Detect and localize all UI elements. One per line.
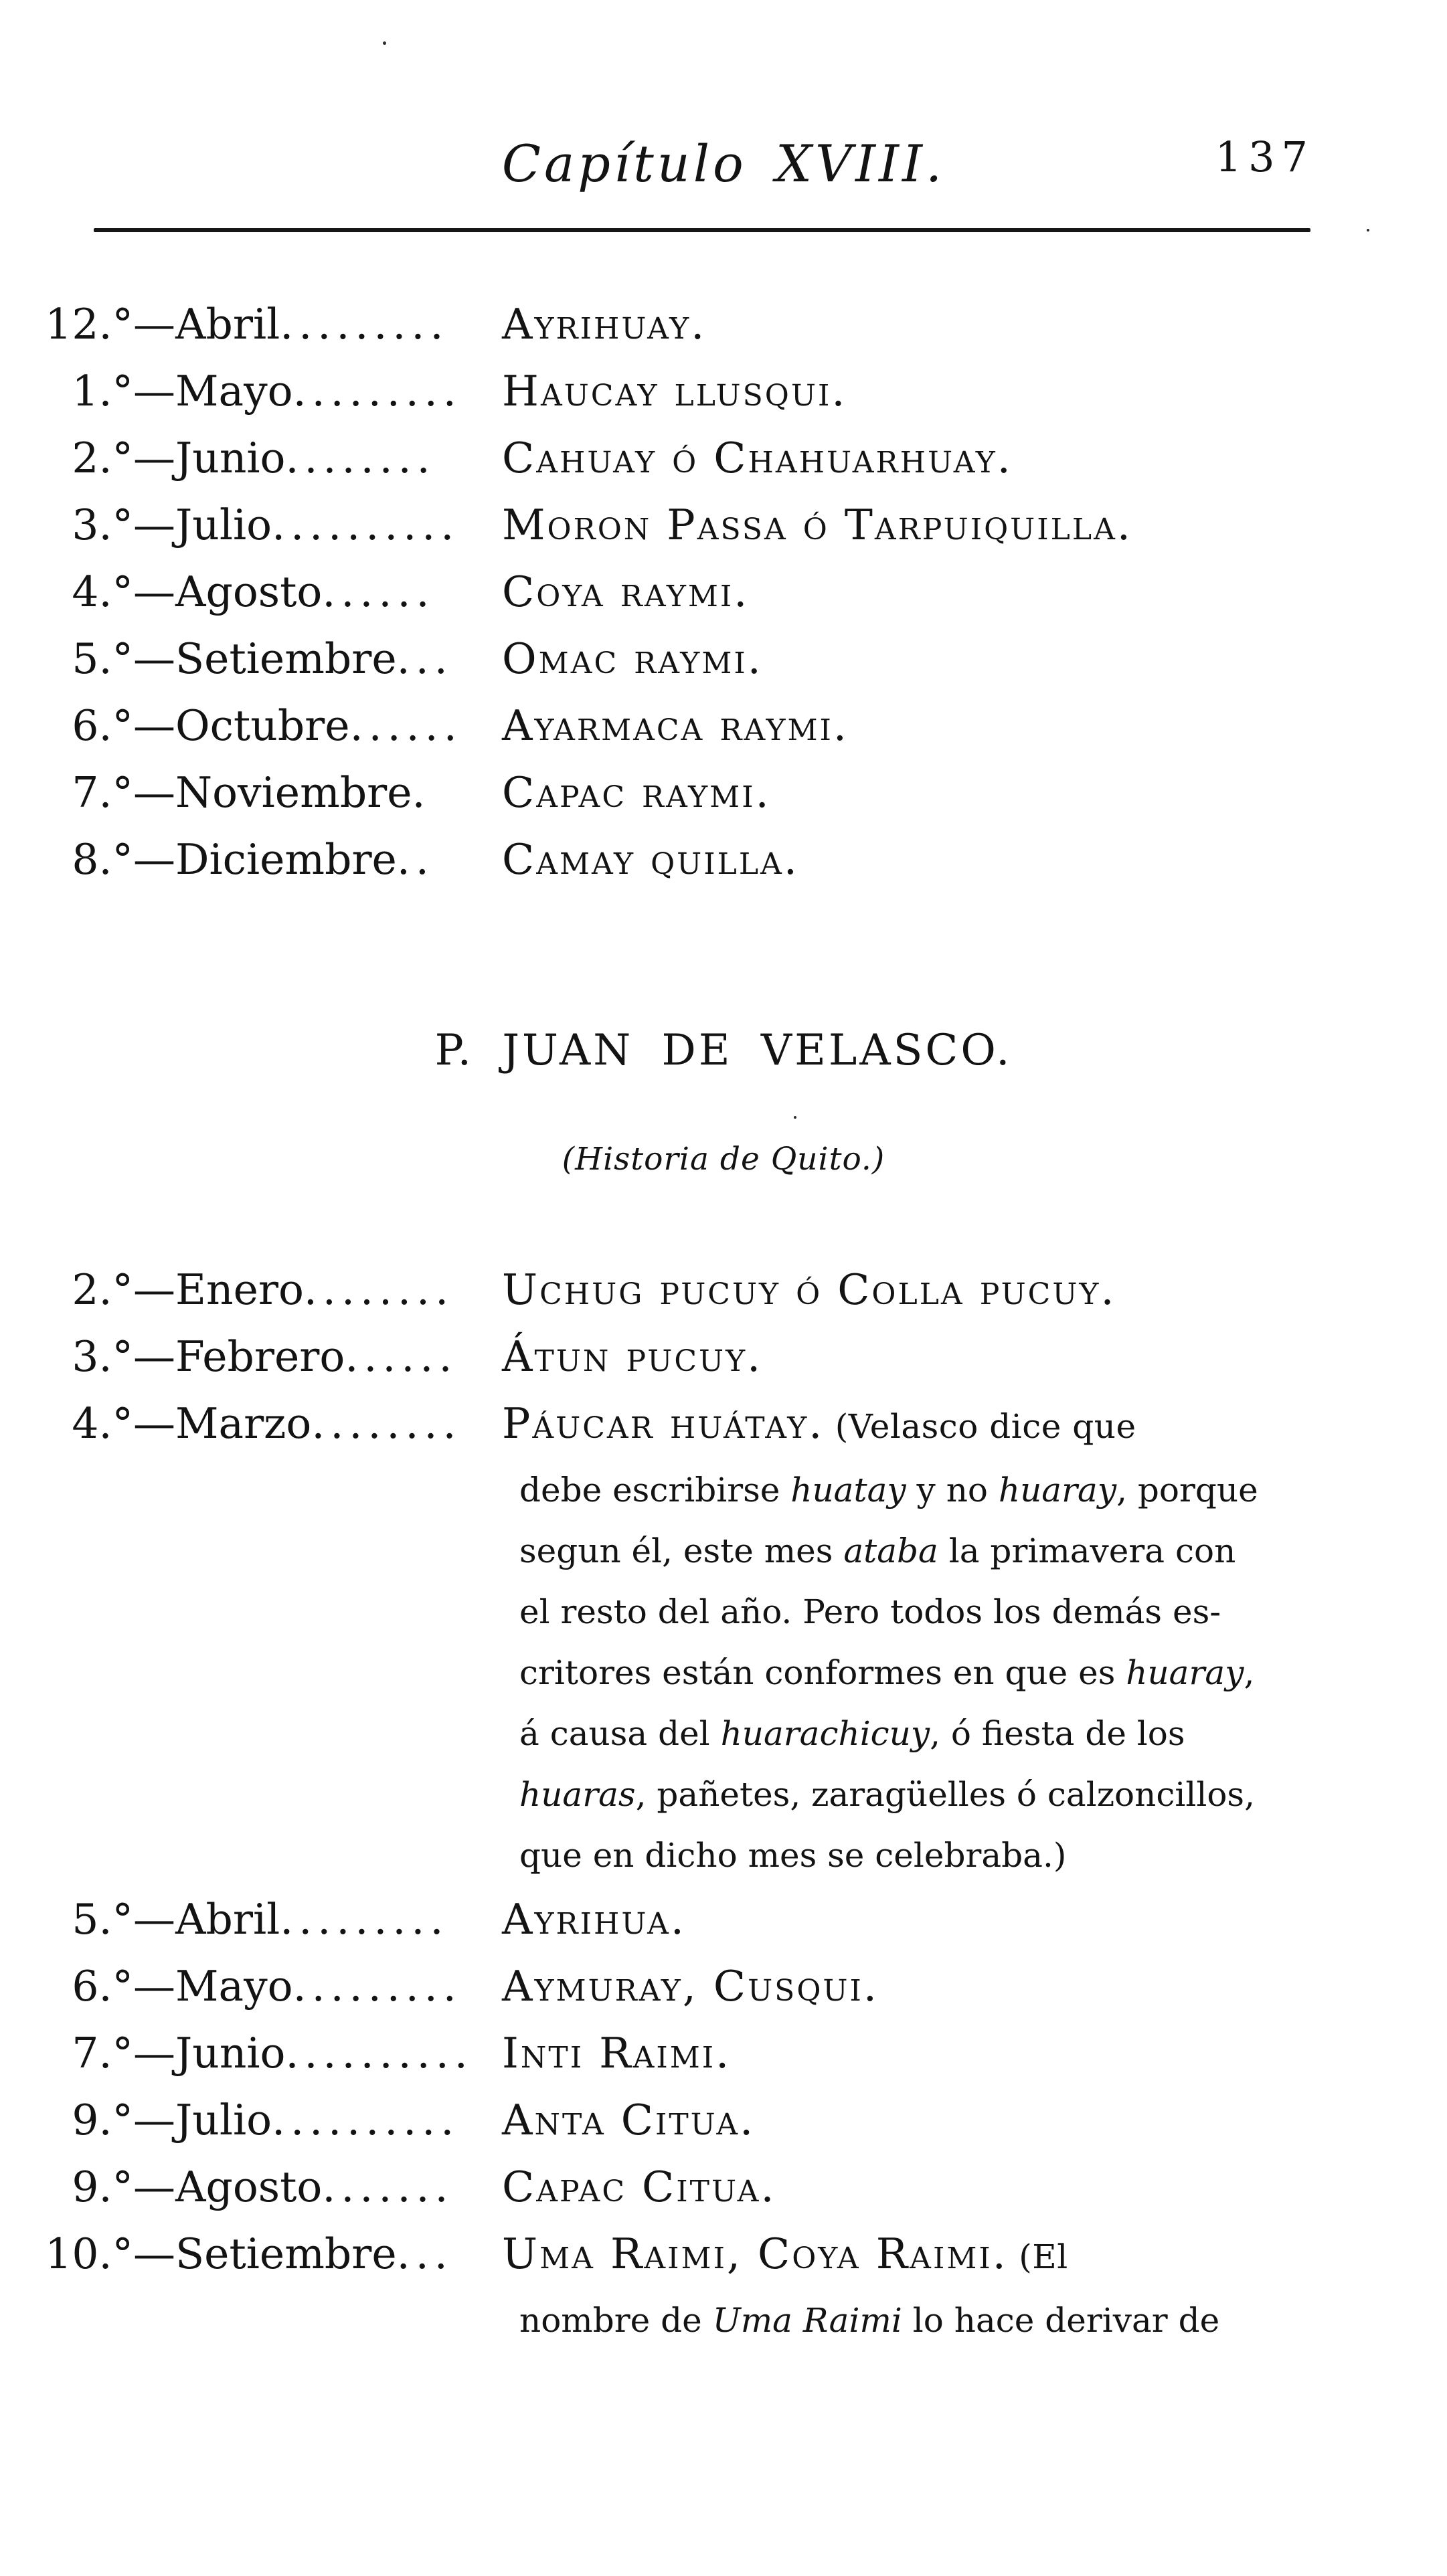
italic-term: huaray [998,1471,1117,1509]
note-text: debe escribirse [519,1471,791,1509]
value-cell [502,626,1447,693]
month-row [0,425,1447,492]
value-cell [502,358,1447,425]
dot-leader: ...... [349,701,462,750]
ordinal-cell [0,2154,175,2221]
ordinal-number: 5.° [72,1895,133,1944]
month-cell [175,2221,502,2288]
native-month-name: Anta Citua. [502,2096,756,2144]
italic-term: ataba [843,1532,938,1570]
value-cell [502,2221,1447,2351]
month-row [0,626,1447,693]
scan-speck [1367,229,1369,232]
dot-leader: ....... [322,2163,454,2211]
value-cell [502,1886,1447,1953]
dot-leader: ...... [345,1332,458,1381]
dot-leader: ......... [280,300,449,349]
dot-leader: ........ [303,1265,454,1314]
note-text: la primavera con [938,1532,1236,1570]
native-month-name: Uchug pucuy ó Colla pucuy. [502,1265,1116,1314]
month-cell [175,559,502,626]
note-text: lo hace derivar de [902,2301,1220,2340]
month-row [0,358,1447,425]
italic-term: huatay [790,1471,906,1509]
note-text: (Velasco dice que [824,1407,1136,1446]
note-block [519,2290,1286,2351]
dot-leader: ........ [311,1399,462,1448]
em-dash: — [133,2096,175,2144]
value-cell [502,1390,1447,1886]
month-row [0,1323,1447,1390]
note-text: , porque [1116,1471,1258,1509]
native-month-name: Átun pucuy. [502,1332,763,1381]
month-cell [175,626,502,693]
month-row [0,492,1447,559]
section-subheading: (Historia de Quito.) [562,1141,885,1178]
note-line [519,1582,1286,1643]
dot-leader: .......... [285,2029,473,2078]
native-month-name: Ayrihuay. [502,300,707,349]
dot-leader: ......... [280,1895,449,1944]
note-text: , pañetes, zaragüelles ó calzoncillos, [635,1775,1255,1814]
ordinal-number: 5.° [72,634,133,683]
ordinal-cell [0,1257,175,1323]
note-line [519,1460,1286,1521]
month-name: Julio [175,2096,272,2144]
ordinal-number: 9.° [72,2163,133,2211]
month-cell [175,1390,502,1457]
month-name: Octubre [175,701,350,750]
note-text: y no [906,1471,999,1509]
ordinal-cell [0,626,175,693]
month-cell [175,693,502,759]
ordinal-number: 8.° [72,835,133,884]
month-row [0,2221,1447,2351]
em-dash: — [133,2029,175,2078]
dot-leader: ...... [322,567,435,616]
month-cell [175,1886,502,1953]
dot-leader: .......... [272,2096,460,2144]
ordinal-cell [0,2221,175,2288]
ordinal-number: 6.° [72,701,133,750]
ordinal-cell [0,693,175,759]
ordinal-cell [0,492,175,559]
ordinal-cell [0,425,175,492]
em-dash: — [133,1265,175,1314]
em-dash: — [133,367,175,416]
note-text: , ó fiesta de los [930,1714,1185,1753]
ordinal-number: 3.° [72,500,133,549]
em-dash: — [133,500,175,549]
em-dash: — [133,1962,175,2011]
ordinal-number: 2.° [72,434,133,482]
month-name: Junio [175,434,286,482]
value-cell [502,1323,1447,1390]
value-cell [502,826,1447,893]
em-dash: — [133,1399,175,1448]
note-block [519,1460,1286,1886]
dot-leader: ... [396,2229,453,2278]
month-cell [175,1953,502,2020]
month-name: Abril [175,300,280,349]
dot-leader: .. [396,835,434,884]
em-dash: — [133,768,175,817]
scan-speck [794,1116,796,1119]
section-heading: P. JUAN DE VELASCO. [434,1026,1013,1075]
italic-term: huaras [519,1775,636,1814]
em-dash: — [133,2229,175,2278]
month-row [0,1390,1447,1886]
month-name: Setiembre [175,2229,397,2278]
ordinal-cell [0,1323,175,1390]
month-name: Diciembre [175,835,397,884]
month-row [0,759,1447,826]
dot-leader: .......... [272,500,460,549]
value-cell [502,291,1447,358]
note-text: critores están conformes en que es [519,1653,1126,1692]
page-number: 137 [1215,132,1314,181]
em-dash: — [133,567,175,616]
dot-leader: ... [396,634,453,683]
native-month-name: Ayrihua. [502,1895,686,1944]
note-text: nombre de [519,2301,713,2340]
month-row [0,559,1447,626]
note-text: segun él, este mes [519,1532,844,1570]
em-dash: — [133,701,175,750]
native-month-name: Omac raymi. [502,634,763,683]
note-line [519,1764,1286,1825]
em-dash: — [133,2163,175,2211]
ordinal-number: 4.° [72,567,133,616]
month-row [0,1886,1447,1953]
month-list-first [0,291,1447,893]
month-name: Agosto [175,2163,323,2211]
italic-term: huarachicuy [720,1714,930,1753]
ordinal-cell [0,1886,175,1953]
chapter-title: Capítulo XVIII. [501,134,946,193]
value-cell [502,2154,1447,2221]
ordinal-number: 2.° [72,1265,133,1314]
ordinal-number: 6.° [72,1962,133,2011]
dot-leader: ........ [285,434,436,482]
month-cell [175,759,502,826]
month-row [0,1953,1447,2020]
value-cell [502,1257,1447,1323]
note-text: que en dicho mes se celebraba.) [519,1836,1067,1875]
month-name: Marzo [175,1399,312,1448]
ordinal-cell [0,1390,175,1457]
month-name: Junio [175,2029,286,2078]
month-cell [175,291,502,358]
dot-leader: ......... [292,1962,462,2011]
dot-leader: . [412,768,431,817]
em-dash: — [133,434,175,482]
ordinal-cell [0,358,175,425]
ordinal-number: 1.° [72,367,133,416]
value-cell [502,2087,1447,2154]
value-cell [502,693,1447,759]
em-dash: — [133,1895,175,1944]
month-name: Mayo [175,367,293,416]
native-month-name: Capac Citua. [502,2163,776,2211]
note-line [519,1825,1286,1886]
native-month-name: Moron Passa ó Tarpuiquilla. [502,500,1132,549]
italic-term: Uma Raimi [712,2301,902,2340]
note-line [519,1643,1286,1704]
month-name: Setiembre [175,634,397,683]
note-line [519,1704,1286,1764]
note-text: el resto del año. Pero todos los demás es- [519,1592,1221,1631]
note-text: á causa del [519,1714,721,1753]
month-cell [175,826,502,893]
month-cell [175,492,502,559]
month-name: Abril [175,1895,280,1944]
em-dash: — [133,835,175,884]
month-row [0,2087,1447,2154]
ordinal-number: 9.° [72,2096,133,2144]
ordinal-cell [0,559,175,626]
value-cell [502,559,1447,626]
native-month-name: Haucay llusqui. [502,367,847,416]
month-list-velasco [0,1257,1447,2351]
em-dash: — [133,300,175,349]
month-name: Julio [175,500,272,549]
value-cell [502,425,1447,492]
native-month-name: Ayarmaca raymi. [502,701,849,750]
value-cell [502,759,1447,826]
value-cell [502,2020,1447,2087]
month-name: Febrero [175,1332,345,1381]
ordinal-number: 7.° [72,768,133,817]
month-name: Noviembre [175,768,412,817]
ordinal-cell [0,291,175,358]
note-text: , [1244,1653,1255,1692]
month-cell [175,2154,502,2221]
ordinal-cell [0,826,175,893]
native-month-name: Capac raymi. [502,768,771,817]
note-line [519,1521,1286,1582]
ordinal-cell [0,2087,175,2154]
month-cell [175,425,502,492]
dot-leader: ......... [292,367,462,416]
month-cell [175,1323,502,1390]
page-header [0,0,1447,193]
value-cell [502,1953,1447,2020]
native-month-name: Aymuray, Cusqui. [502,1962,879,2011]
native-month-name: Inti Raimi. [502,2029,732,2078]
month-row [0,2154,1447,2221]
month-row [0,2020,1447,2087]
em-dash: — [133,634,175,683]
month-cell [175,358,502,425]
ordinal-number: 3.° [72,1332,133,1381]
month-row [0,291,1447,358]
ordinal-cell [0,2020,175,2087]
divider-rule [94,228,1310,232]
month-name: Enero [175,1265,304,1314]
value-cell [502,492,1447,559]
italic-term: huaray [1126,1653,1244,1692]
note-text: (El [1007,2237,1068,2276]
ordinal-number: 4.° [72,1399,133,1448]
month-row [0,1257,1447,1323]
native-month-name: Coya raymi. [502,567,750,616]
native-month-name: Páucar huátay. [502,1399,825,1448]
ordinal-cell [0,759,175,826]
month-cell [175,1257,502,1323]
month-row [0,826,1447,893]
ordinal-number: 10.° [45,2229,133,2278]
ordinal-number: 12.° [45,300,133,349]
month-cell [175,2087,502,2154]
month-cell [175,2020,502,2087]
ordinal-number: 7.° [72,2029,133,2078]
month-row [0,693,1447,759]
native-month-name: Cahuay ó Chahuarhuay. [502,434,1013,482]
em-dash: — [133,1332,175,1381]
native-month-name: Camay quilla. [502,835,799,884]
month-name: Mayo [175,1962,293,2011]
ordinal-cell [0,1953,175,2020]
note-line [519,2290,1286,2351]
month-name: Agosto [175,567,323,616]
native-month-name: Uma Raimi, Coya Raimi. [502,2229,1008,2278]
